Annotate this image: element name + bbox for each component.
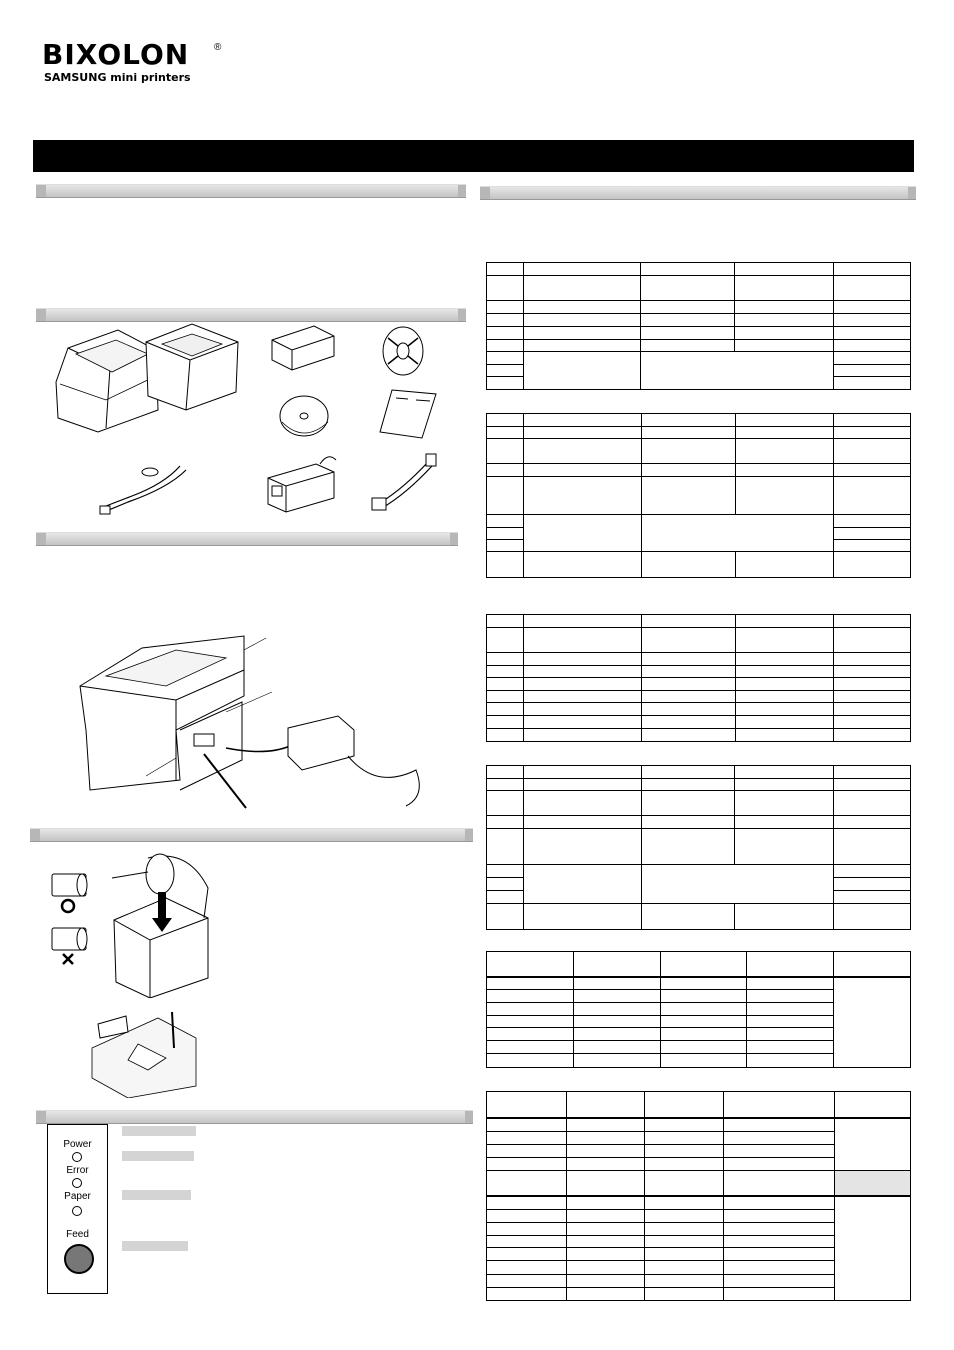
paper-roll-correct-illustration (44, 872, 94, 916)
section-bar-1 (36, 184, 466, 198)
paper-roll-illustration (378, 324, 428, 378)
brand-name: BIXOLON (42, 38, 190, 71)
power-cord-illustration (368, 450, 444, 516)
error-led-caption (122, 1151, 194, 1161)
paper-label: Paper (64, 1191, 91, 1202)
error-led-icon (72, 1178, 82, 1188)
control-panel (47, 1124, 108, 1294)
cd-illustration (276, 392, 332, 444)
section-bar-connecting (36, 532, 458, 546)
section-bar-paper (30, 828, 473, 842)
dip-switch-table-3 (486, 614, 911, 742)
dip-switch-table-1 (486, 262, 911, 390)
connection-illustration (76, 630, 440, 826)
dip-switch-table-4 (486, 765, 911, 930)
paper-cover-closing-illustration (88, 1008, 200, 1098)
paper-loading-illustration (108, 848, 218, 998)
code-page-table (486, 1091, 911, 1301)
paper-led-caption (122, 1190, 191, 1200)
power-adapter-illustration (264, 450, 340, 514)
manual-illustration (378, 388, 438, 440)
feed-button[interactable] (64, 1244, 94, 1274)
feed-label: Feed (66, 1229, 89, 1240)
bixolon-logo (42, 40, 232, 96)
power-led-caption (122, 1126, 196, 1136)
paper-led-icon (72, 1206, 82, 1216)
interface-cable-illustration (98, 462, 190, 518)
registered-mark: ® (214, 42, 222, 53)
error-label: Error (66, 1165, 89, 1176)
title-bar (33, 140, 914, 172)
section-bar-dip-switch (480, 186, 916, 200)
dip-switch-table-2 (486, 413, 911, 578)
interface-cover-illustration (268, 322, 338, 374)
power-label: Power (63, 1139, 92, 1150)
brand-tagline: SAMSUNG mini printers (44, 71, 191, 84)
section-bar-control-panel (36, 1110, 473, 1124)
printer-illustration-2 (142, 322, 242, 412)
baud-rate-table (486, 951, 911, 1068)
paper-roll-wrong-illustration (44, 926, 94, 970)
feed-button-caption (122, 1241, 188, 1251)
power-led-icon (72, 1152, 82, 1162)
